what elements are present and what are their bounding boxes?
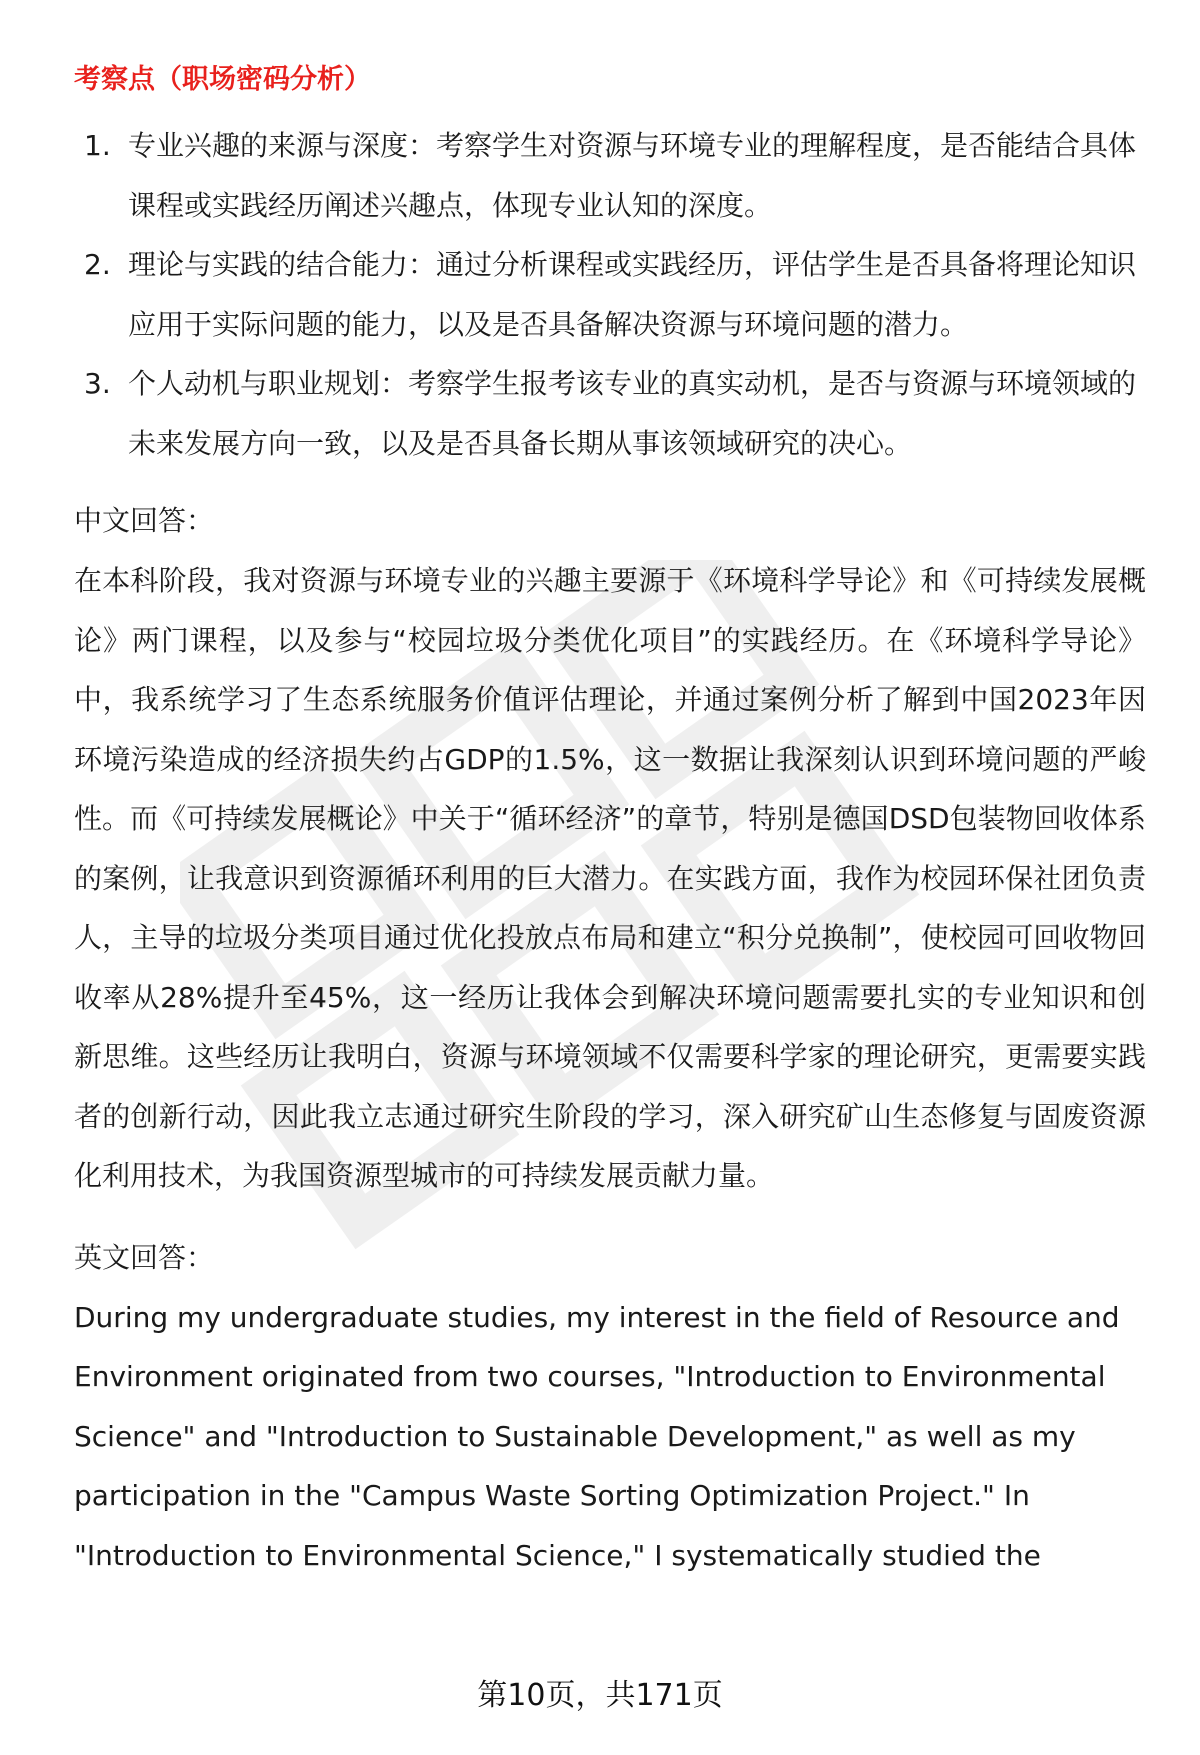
page-number-footer: 第10页，共171页 (477, 1678, 723, 1713)
list-item (74, 116, 1146, 235)
list-item-text: 个人动机与职业规划：考察学生报考该专业的真实动机，是否与资源与环境领域的未来发展方向一致，以及是否具备长期从事该领域研究的决心。 (128, 367, 1137, 460)
list-number: 2. (84, 248, 111, 281)
chinese-answer-label: 中文回答： (74, 504, 215, 537)
list-item-text: 专业兴趣的来源与深度：考察学生对资源与环境专业的理解程度，是否能结合具体课程或实践经历阐述兴趣点，体现专业认知的深度。 (128, 129, 1137, 222)
key-points-list (74, 116, 1146, 473)
list-number: 1. (84, 129, 111, 162)
english-answer-text: During my undergraduate studies, my interest in the field of Resource and Environment originated from two courses, "Introduction to Environmental Science" and "Introduction to Sustainable Development," as well as my participation in the "Campus Waste Sorting Optimization Project." In "Introduction to Environmental Science," I systematically studied the (74, 1300, 1120, 1572)
list-item (74, 235, 1146, 354)
section-title: 考察点（职场密码分析） (74, 64, 371, 95)
chinese-answer-text: 在本科阶段，我对资源与环境专业的兴趣主要源于《环境科学导论》和《可持续发展概论》两门课程，以及参与“校园垃圾分类优化项目”的实践经历。在《环境科学导论》中，我系统学习了生态系统服务价值评估理论，并通过案例分析了解到中国2023年因环境污染造成的经济损失约占GDP的1.5%，这一数据让我深刻认识到环境问题的严峻性。而《可持续发展概论》中关于“循环经济”的章节，特别是德国DSD包装物回收体系的案例，让我意识到资源循环利用的巨大潜力。在实践方面，我作为校园环保社团负责人，主导的垃圾分类项目通过优化投放点布局和建立“积分兑换制”，使校园可回收物回收率从28%提升至45%，这一经历让我体会到解决环境问题需要扎实的专业知识和创新思维。这些经历让我明白，资源与环境领域不仅需要科学家的理论研究，更需要实践者的创新行动，因此我立志通过研究生阶段的学习，深入研究矿山生态修复与固废资源化利用技术，为我国资源型城市的可持续发展贡献力量。 (74, 564, 1146, 1192)
english-answer-label: 英文回答： (74, 1240, 215, 1274)
list-item-text: 理论与实践的结合能力：通过分析课程或实践经历，评估学生是否具备将理论知识应用于实际问题的能力，以及是否具备解决资源与环境问题的潜力。 (128, 248, 1137, 341)
document-page (74, 52, 1146, 1585)
list-item (74, 354, 1146, 473)
list-number: 3. (84, 367, 111, 400)
